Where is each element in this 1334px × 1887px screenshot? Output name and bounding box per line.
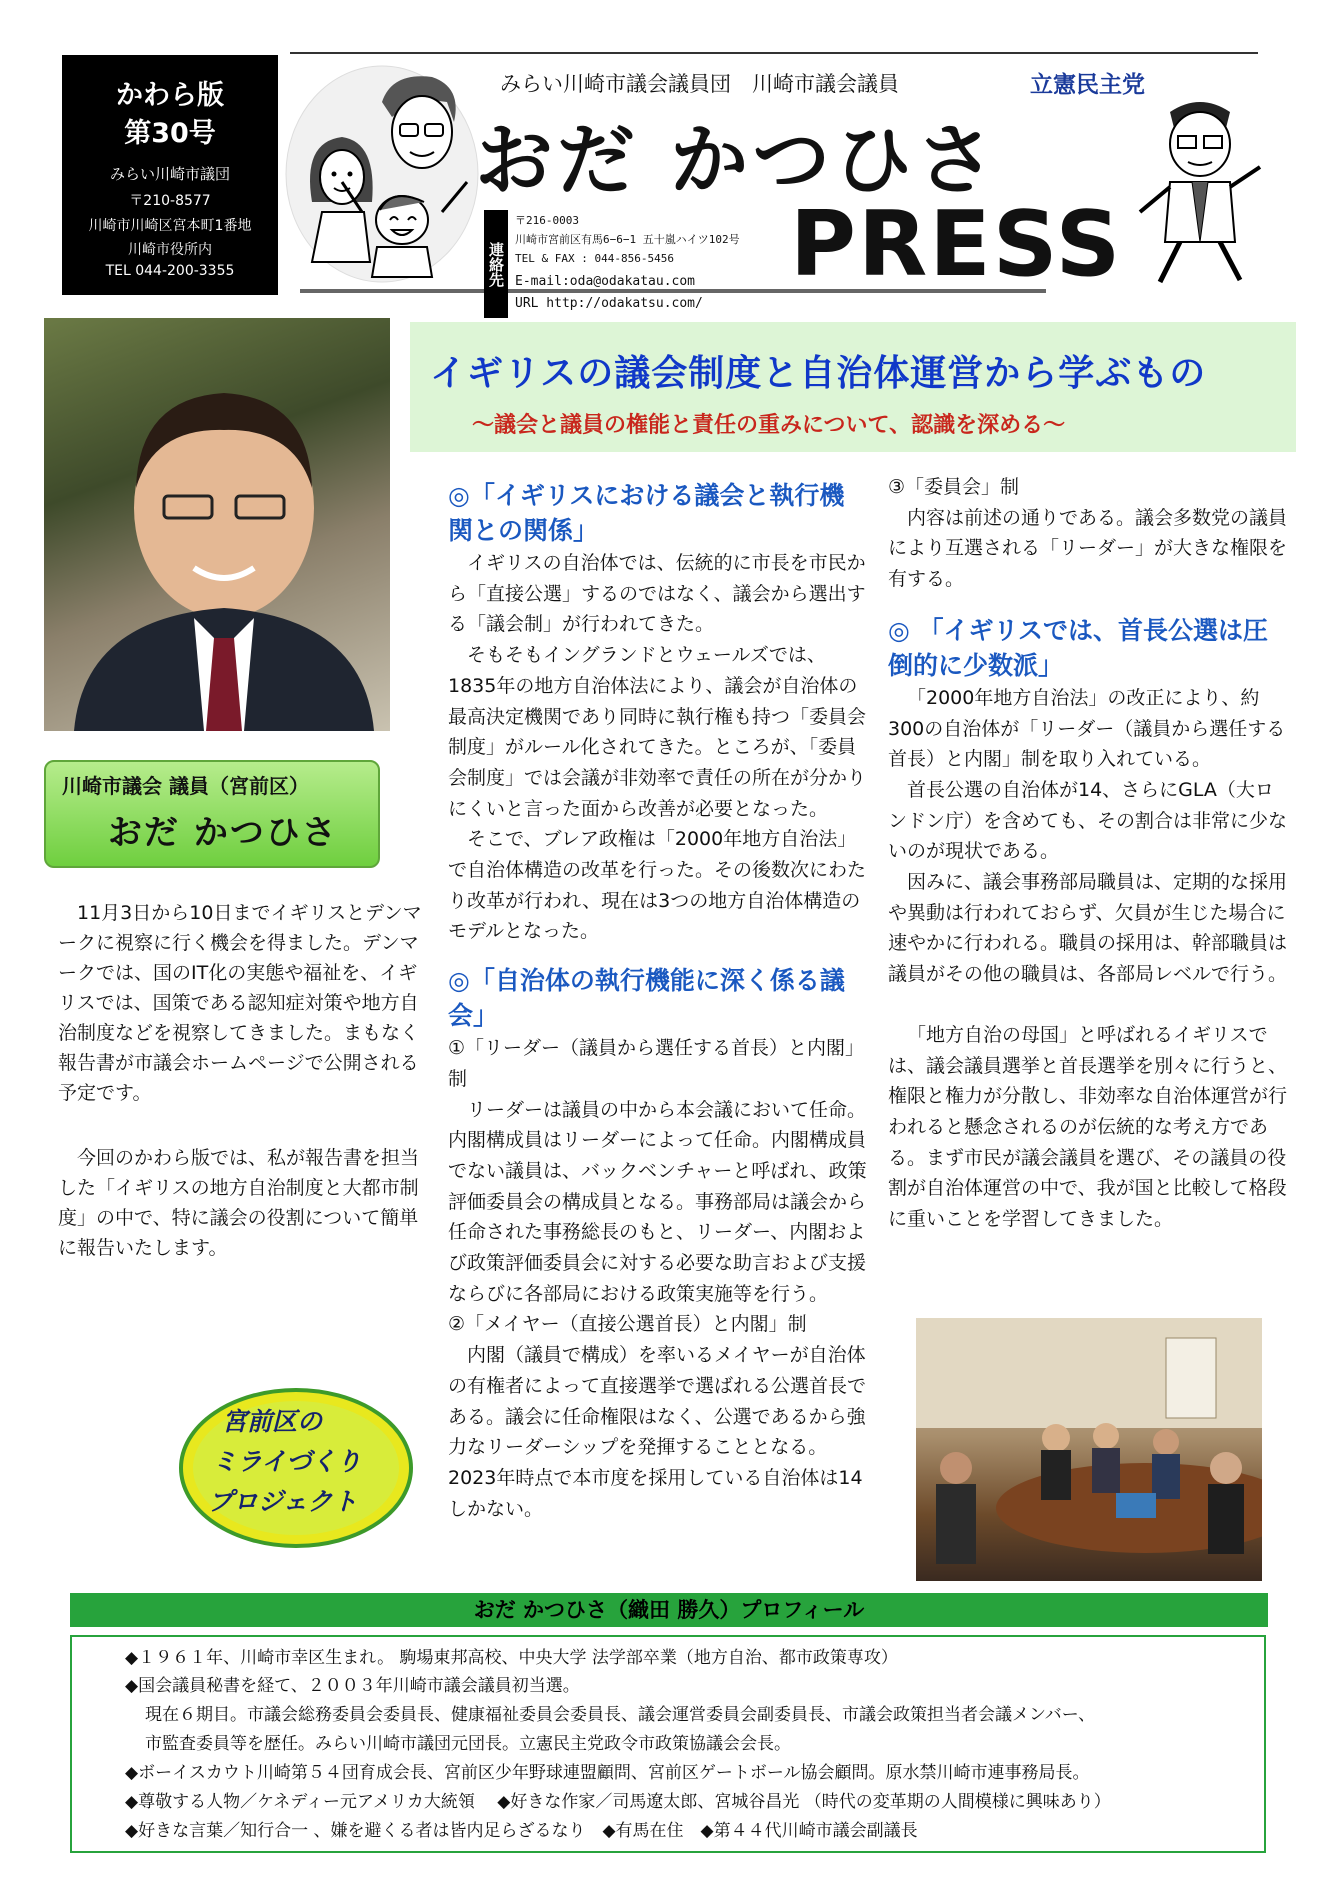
profile-line-3: 現在６期目。市議会総務委員会委員長、健康福祉委員会委員長、議会運営委員会副委員長、市議会政策担当者会議メンバー、 [145, 1705, 1096, 1725]
party-name: 立憲民主党 [1030, 72, 1145, 98]
profile-line-7: ◆好きな言葉／知行合一 、嫌を避くる者は皆内足らざるなり ◆有馬在住 ◆第４４代川崎市議会副議長 [125, 1821, 918, 1841]
group-tel: TEL 044-200-3355 [105, 263, 235, 279]
section-2-paragraph-2: 内閣（議員で構成）を率いるメイヤーが自治体の有権者によって直接選挙で選ばれる公選首長である。議会に任命権限はなく、公選であるから強力なリーダーシップを発揮することとなる。2023年時点で本市度を採用している自治体は14しかない。 [448, 1344, 867, 1520]
header-top-rule [290, 52, 1258, 54]
section-1-paragraph-2: そもそもイングランドとウェールズでは、1835年の地方自治体法により、議会が自治体の最高決定機関であり同時に執行権も持つ「委員会制度」がルール化されてきた。ところが、「委員会制度」では会議が非効率で責任の所在が分かりにくいと言った面から改善が必要となった。 [448, 644, 867, 820]
portrait-photo [44, 318, 390, 731]
article-column-right [888, 472, 1288, 1235]
issue-info-box [62, 55, 278, 295]
contact-email[interactable]: E-mail:oda@odakatau.com [515, 274, 696, 289]
section-heading-3: ◎ 「イギリスでは、首長公選は圧倒的に少数派」 [888, 615, 1269, 680]
mirai-project-logo [178, 1386, 414, 1550]
article-column-middle [448, 478, 868, 1524]
section-1-paragraph-1: イギリスの自治体では、伝統的に市長を市民から「直接公選」するのではなく、議会から選出する「議会制」が行われてきた。 [448, 552, 866, 636]
profile-line-1: ◆１９６１年、川崎市幸区生まれ。 駒場東邦高校、中央大学 法学部卒業（地方自治、都市政策専攻） [125, 1648, 898, 1668]
contact-telfax: TEL & FAX : 044-856-5456 [515, 252, 674, 265]
section-3-paragraph-1: 「2000年地方自治法」の改正により、約300の自治体が「リーダー（議員から選任する首長）と内閣」制を取り入れている。 [888, 686, 1286, 771]
section-1-paragraph-3: そこで、ブレア政権は「2000年地方自治法」で自治体構造の改革を行った。その後数次にわたり改革が行われ、現在は3つの地方自治体構造のモデルとなった。 [448, 828, 867, 943]
contact-url[interactable]: URL http://odakatsu.com/ [515, 296, 703, 311]
edition-label: かわら版 [116, 80, 224, 111]
section-2-paragraph-1: リーダーは議員の中から本会議において任命。内閣構成員はリーダーによって任命。内閣構成員でない議員は、バックベンチャーと呼ばれ、政策評価委員会の構成員となる。事務部局は議会から任命された事務総長のもと、リーダー、内閣および政策評価委員会に対する必要な助言および支援ならびに各部局における政策実施等を行う。 [448, 1098, 867, 1305]
meeting-photo [916, 1318, 1262, 1581]
article-title: イギリスの議会制度と自治体運営から学ぶもの [430, 353, 1207, 394]
masthead-name: おだ かつひさ [475, 116, 999, 206]
section-3-paragraph-3: 因みに、議会事務部局職員は、定期的な採用や異動は行われておらず、欠員が生じた場合に速やかに行われる。職員の採用は、幹部職員は議員がその他の職員は、各部局レベルで行う。 [888, 871, 1288, 986]
logo-line-2: ミライづくり [212, 1447, 362, 1476]
section-2-paragraph-3: 内容は前述の通りである。議会多数党の議員により互選される「リーダー」が大きな権限を有する。 [888, 506, 1288, 591]
group-zip: 〒210-8577 [129, 193, 211, 209]
nameplate-name: おだ かつひさ [108, 813, 338, 853]
contact-address: 川崎市宮前区有馬6−6−1 五十嵐ハイツ102号 [515, 233, 740, 246]
profile-line-2: ◆国会議員秘書を経て、２００３年川崎市議会議員初当選。 [125, 1676, 580, 1696]
family-illustration [282, 62, 482, 287]
article-subtitle: ～議会と議員の権能と責任の重みについて、認識を深める～ [472, 413, 1066, 438]
section-heading-2: ◎「自治体の執行機能に深く係る議会」 [448, 966, 845, 1031]
profile-line-5: ◆ボーイスカウト川崎第５４団育成会長、宮前区少年野球連盟顧問、宮前区ゲートボール協会顧問。原水禁川崎市連事務局長。 [125, 1763, 1090, 1783]
contact-zip: 〒216-0003 [515, 214, 579, 227]
profile-title: おだ かつひさ（織田 勝久）プロフィール [473, 1598, 865, 1622]
section-2-item-2: ②「メイヤー（直接公選首長）と内閣」制 [448, 1313, 807, 1336]
profile-line-6: ◆尊敬する人物／ケネディー元アメリカ大統領 ◆好きな作家／司馬遼太郎、宮城谷昌光 （時代の変革期の人間模様に興味あり） [125, 1792, 1111, 1812]
logo-line-1: 宮前区の [222, 1407, 323, 1436]
header-subtitle: みらい川崎市議会議員団 川崎市議会議員 [500, 72, 899, 96]
group-name: みらい川崎市議団 [109, 165, 230, 183]
intro-paragraph-2: 今回のかわら版では、私が報告書を担当した「イギリスの地方自治制度と大都市制度」の中で、特に議会の役割について簡単に報告いたします。 [58, 1147, 420, 1259]
section-heading-1: ◎「イギリスにおける議会と執行機関との関係」 [448, 481, 845, 545]
issue-number: 第30号 [124, 118, 216, 149]
mascot-illustration [1130, 92, 1270, 287]
group-address: 川崎市川崎区宮本町1番地 [88, 218, 252, 234]
section-2-item-1: ①「リーダー（議員から選任する首長）と内閣」制 [448, 1037, 865, 1090]
logo-line-3: プロジェクト [208, 1487, 358, 1516]
contact-label: 連絡先 [484, 210, 508, 318]
section-2-item-3: ③「委員会」制 [888, 476, 1020, 498]
section-3-paragraph-2: 首長公選の自治体が14、さらにGLA（大ロンドン庁）を含めても、その割合は非常に少ないのが現状である。 [888, 778, 1288, 863]
intro-paragraph-1: 11月3日から10日までイギリスとデンマークに視察に行く機会を得ました。デンマークでは、国のIT化の実態や福祉を、イギリスでは、国策である認知症対策や地方自治制度などを視察してきました。まもなく報告書が市議会ホームページで公開される予定です。 [58, 902, 422, 1104]
masthead-press: PRESS [790, 192, 1123, 297]
section-3-paragraph-4: 「地方自治の母国」と呼ばれるイギリスでは、議会議員選挙と首長選挙を別々に行うと、権限と権力が分散し、非効率な自治体運営が行われると懸念されるのが伝統的な考え方である。まず市民が議会議員を選び、その議員の役割が自治体運営の中で、我が国と比較して格段に重いことを学習してきました。 [888, 1023, 1288, 1231]
nameplate-role: 川崎市議会 議員（宮前区） [62, 774, 309, 798]
group-office: 川崎市役所内 [128, 242, 212, 258]
profile-line-4: 市監査委員等を歴任。みらい川崎市議団元団長。立憲民主党政令市政策協議会会長。 [145, 1734, 791, 1754]
